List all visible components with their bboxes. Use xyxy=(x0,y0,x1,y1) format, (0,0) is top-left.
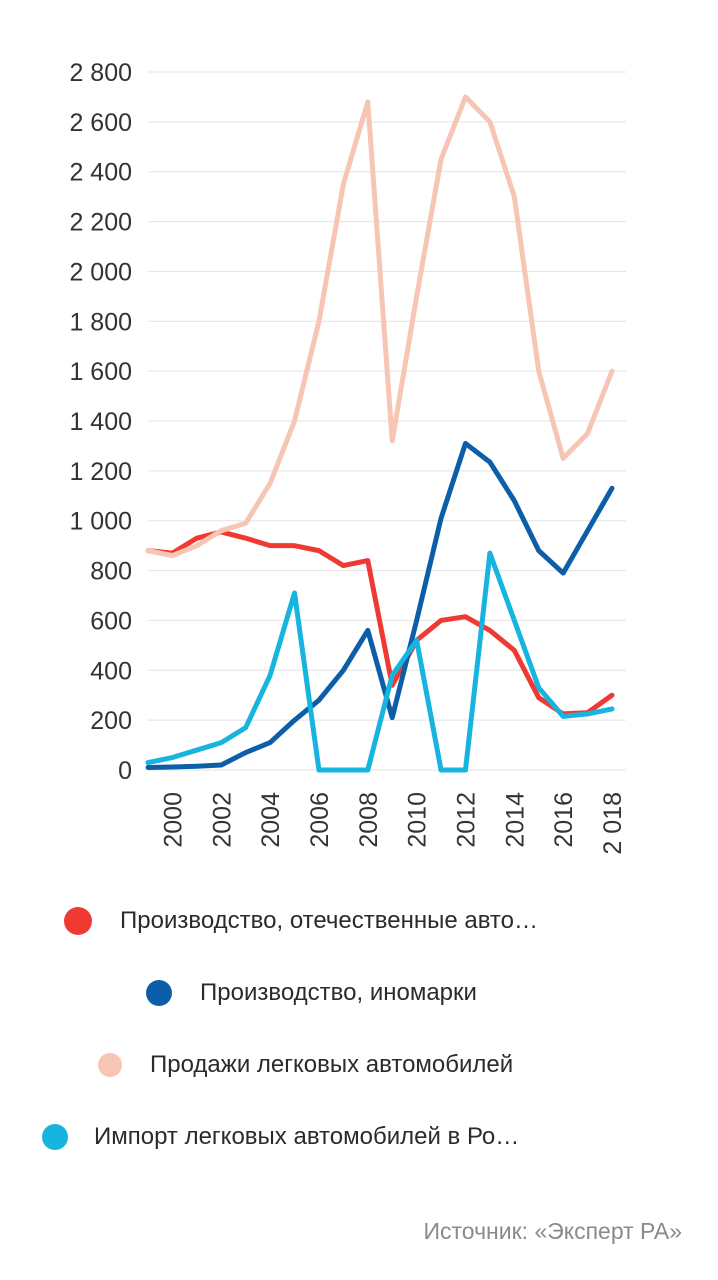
y-axis-tick: 1 000 xyxy=(69,507,132,536)
y-axis-tick: 1 800 xyxy=(69,308,132,337)
legend-item[interactable] xyxy=(0,885,718,957)
source-caption: Источник: «Эксперт РА» xyxy=(423,1218,682,1244)
legend-color-swatch xyxy=(64,907,92,935)
legend-item[interactable] xyxy=(0,1029,718,1101)
x-axis-tick: 2004 xyxy=(257,792,286,848)
chart-series-line xyxy=(148,97,612,556)
legend-color-swatch xyxy=(98,1053,122,1077)
y-axis-tick: 1 600 xyxy=(69,358,132,387)
chart-series-line xyxy=(148,553,612,770)
y-axis-tick: 800 xyxy=(90,557,132,586)
chart-series-group xyxy=(148,97,612,770)
legend-item-label: Производство, иномарки xyxy=(200,979,477,1006)
y-axis-tick: 2 000 xyxy=(69,258,132,287)
x-axis-tick: 2010 xyxy=(403,792,432,848)
y-axis-tick: 400 xyxy=(90,657,132,686)
x-axis-tick: 2008 xyxy=(354,792,383,848)
chart-y-axis-labels xyxy=(69,59,132,785)
chart-x-axis-labels xyxy=(159,792,627,855)
y-axis-tick: 1 400 xyxy=(69,408,132,436)
y-axis-tick: 2 600 xyxy=(69,108,132,137)
legend-item[interactable] xyxy=(0,957,718,1029)
y-axis-tick: 0 xyxy=(118,757,132,785)
legend-item-label: Продажи легковых автомобилей xyxy=(150,1051,514,1078)
y-axis-tick: 2 800 xyxy=(69,59,132,87)
x-axis-tick: 2014 xyxy=(501,792,530,848)
legend-item-label: Производство, отечественные авто… xyxy=(120,907,538,934)
chart-series-line xyxy=(148,532,612,714)
x-axis-tick: 2002 xyxy=(208,792,237,848)
y-axis-tick: 1 200 xyxy=(69,457,132,486)
legend-color-swatch xyxy=(42,1124,68,1150)
legend-item[interactable] xyxy=(0,1101,718,1173)
x-axis-tick: 2 018 xyxy=(599,792,627,855)
x-axis-tick: 2012 xyxy=(452,792,481,848)
y-axis-tick: 600 xyxy=(90,607,132,636)
x-axis-tick: 2006 xyxy=(305,792,334,848)
chart-legend xyxy=(0,885,718,1173)
y-axis-tick: 200 xyxy=(90,707,132,736)
y-axis-tick: 2 200 xyxy=(69,208,132,237)
legend-item-label: Импорт легковых автомобилей в Ро… xyxy=(94,1123,520,1150)
x-axis-tick: 2000 xyxy=(159,792,188,848)
x-axis-tick: 2016 xyxy=(550,792,579,848)
y-axis-tick: 2 400 xyxy=(69,158,132,187)
legend-color-swatch xyxy=(146,980,172,1006)
